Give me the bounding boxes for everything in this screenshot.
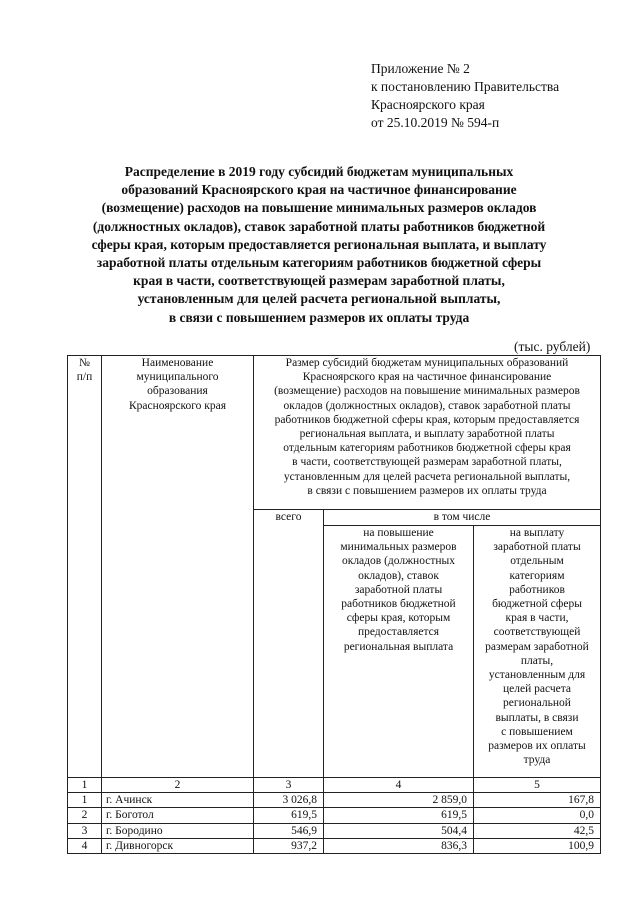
col5-value: 42,5: [474, 823, 601, 838]
row-number: 2: [68, 808, 102, 823]
row-number: 1: [68, 793, 102, 808]
appendix-date: от 25.10.2019 № 594-п: [371, 115, 500, 130]
total-value: 937,2: [254, 838, 324, 853]
col5-value: 0,0: [474, 808, 601, 823]
appendix-decree: к постановлению Правительства: [371, 79, 560, 94]
appendix-region: Красноярского края: [371, 97, 485, 112]
header-col4: на повышение минимальных размеров окладов (должностных окладов), ставок заработной платы работников бюджетной сферы края, которым предоставляется региональная выплата: [324, 526, 474, 778]
row-number: 4: [68, 838, 102, 853]
title-line: образований Красноярского края на частичное финансирование: [121, 182, 517, 198]
units-label: (тыс. рублей): [514, 339, 591, 354]
col4-value: 504,4: [324, 823, 474, 838]
column-number: 4: [324, 778, 474, 793]
col5-value: 167,8: [474, 793, 601, 808]
title-line: (должностных окладов), ставок заработной платы работников бюджетной: [92, 218, 546, 234]
column-number: 5: [474, 778, 601, 793]
total-value: 546,9: [254, 823, 324, 838]
title-line: края в части, соответствующей размерам заработной платы,: [133, 273, 505, 289]
table-row: [68, 793, 601, 808]
col4-value: 619,5: [324, 808, 474, 823]
header-including: в том числе: [324, 510, 601, 526]
title-line: установленным для целей расчета региональной выплаты,: [137, 291, 501, 307]
row-number: 3: [68, 823, 102, 838]
appendix-block: [371, 60, 559, 132]
table-row: [68, 823, 601, 838]
subsidy-table: [67, 355, 601, 854]
appendix-number: Приложение № 2: [371, 61, 470, 76]
header-name: Наименование муниципального образования Красноярского края: [102, 356, 254, 778]
column-number: 3: [254, 778, 324, 793]
col5-value: 100,9: [474, 838, 601, 853]
title-line: в связи с повышением размеров их оплаты труда: [168, 309, 470, 325]
municipality-name: г. Ачинск: [102, 793, 254, 808]
column-number-row: [68, 778, 601, 793]
table-row: [68, 838, 601, 853]
document-title: [78, 163, 560, 327]
col4-value: 836,3: [324, 838, 474, 853]
header-col5: на выплату заработной платы отдельным категориям работников бюджетной сферы края в части, соответствующей размерам заработной платы, установленным для целей расчета региональной выплаты, в связи с повышением размеров их оплаты труда: [474, 526, 601, 778]
title-line: Распределение в 2019 году субсидий бюджетам муниципальных: [124, 164, 514, 179]
municipality-name: г. Боготол: [102, 808, 254, 823]
municipality-name: г. Дивногорск: [102, 838, 254, 853]
municipality-name: г. Бородино: [102, 823, 254, 838]
column-number: 2: [102, 778, 254, 793]
total-value: 619,5: [254, 808, 324, 823]
col4-value: 2 859,0: [324, 793, 474, 808]
title-line: заработной платы отдельным категориям работников бюджетной сферы: [96, 255, 542, 271]
header-total: всего: [254, 510, 324, 778]
header-subsidy-size: Размер субсидий бюджетам муниципальных образований Красноярского края на частичное финансирование (возмещение) расходов на повышение минимальных размеров окладов (должностных окладов), ставок заработной платы работников бюджетной сферы края, которым предоставляется региональная выплата, и выплату заработной платы отдельным категориям работников бюджетной сферы края в части, соответствующей размерам заработной платы, установленным для целей расчета региональной выплаты, в связи с повышением размеров их оплаты труда: [254, 356, 601, 510]
table-row: [68, 808, 601, 823]
title-line: (возмещение) расходов на повышение минимальных размеров окладов: [101, 200, 537, 216]
title-line: сферы края, которым предоставляется региональная выплата, и выплату: [91, 236, 547, 252]
header-number: № п/п: [68, 356, 102, 778]
total-value: 3 026,8: [254, 793, 324, 808]
column-number: 1: [68, 778, 102, 793]
